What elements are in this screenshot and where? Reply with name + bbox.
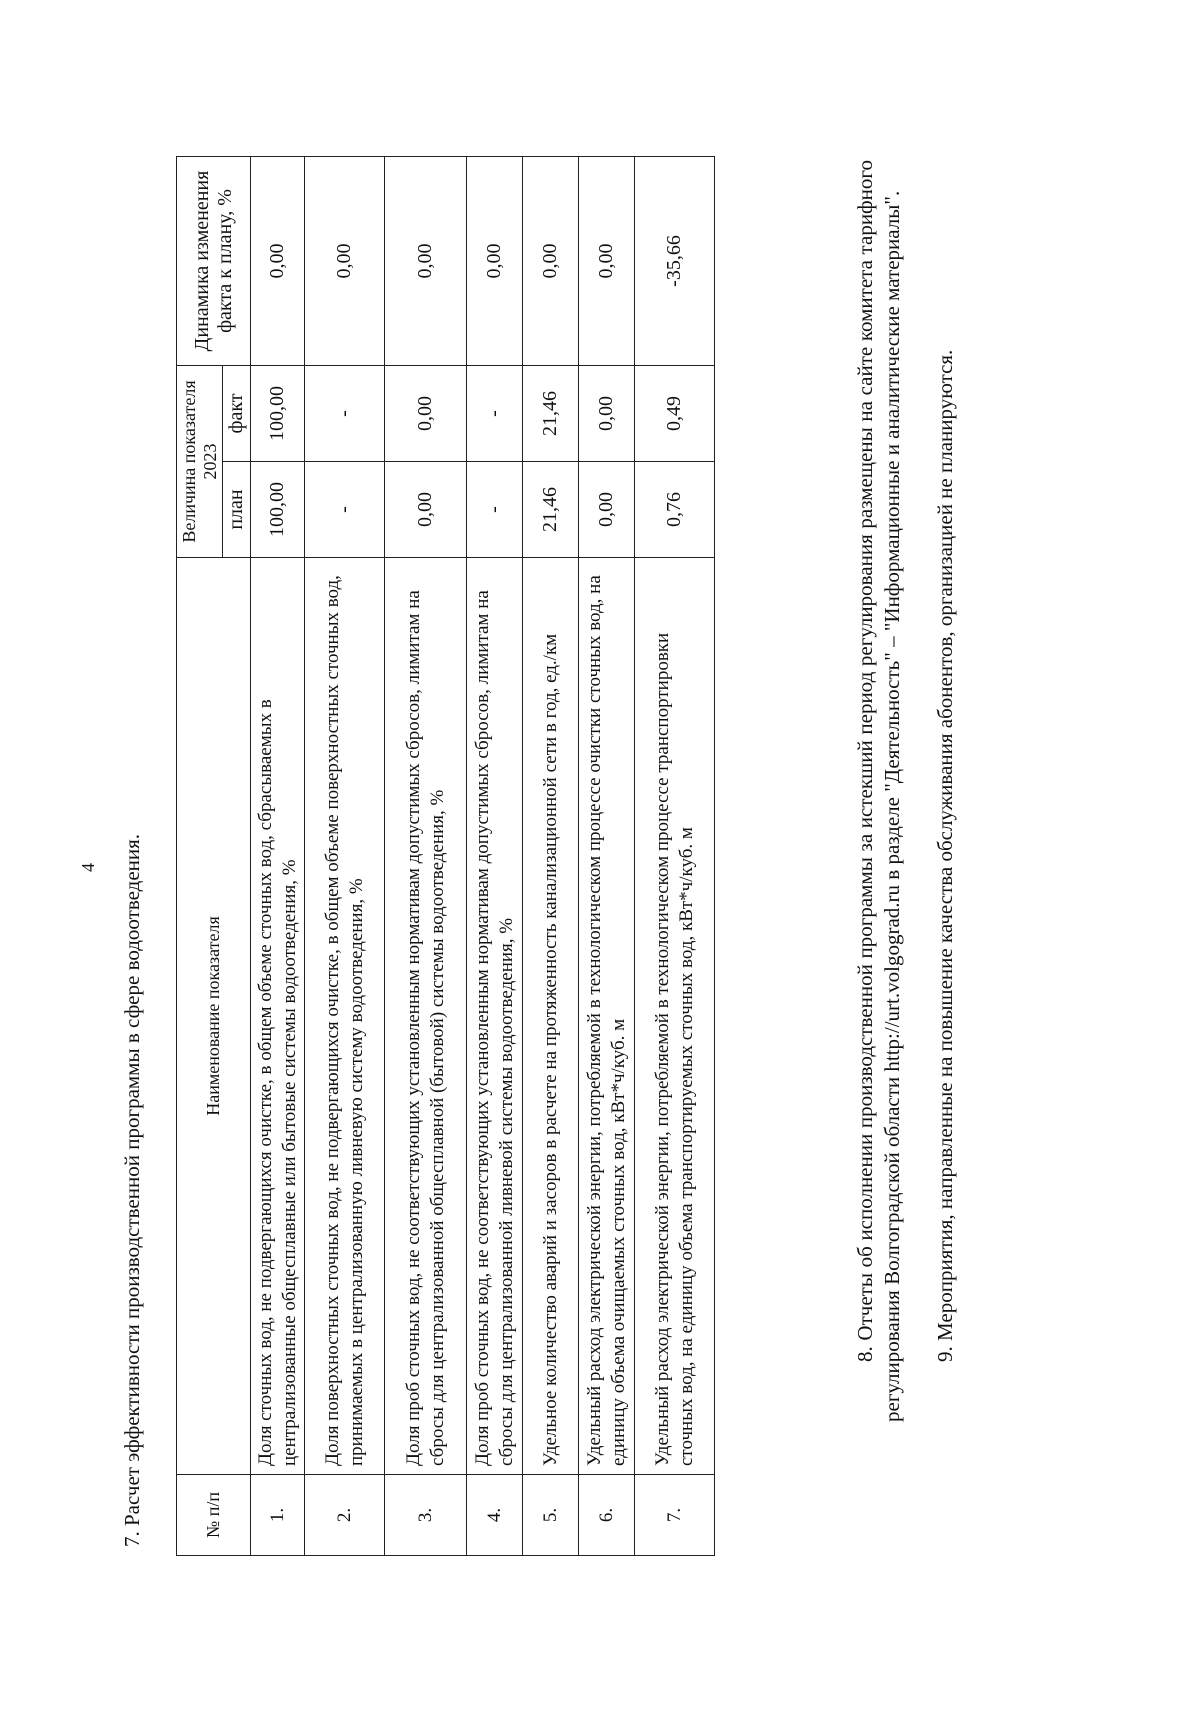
- row-dynamics: 0,00: [305, 157, 385, 366]
- table-row: [579, 157, 635, 1556]
- efficiency-table: [176, 156, 715, 1556]
- header-fact: факт: [223, 366, 251, 462]
- row-name: Удельный расход электрической энергии, потребляемой в технологическом процессе транспортировки сточных вод, на единицу объема транспортируемых сточных вод, кВт*ч/куб. м: [635, 558, 715, 1475]
- row-num: 4.: [467, 1475, 523, 1556]
- row-dynamics: 0,00: [467, 157, 523, 366]
- row-name: Удельный расход электрической энергии, потребляемой в технологическом процессе очистки сточных вод, на единицу объема очищаемых сточных вод, кВт*ч/куб. м: [579, 558, 635, 1475]
- table-row: [305, 157, 385, 1556]
- row-fact: -: [467, 366, 523, 462]
- table-row: [635, 157, 715, 1556]
- row-num: 1.: [251, 1475, 305, 1556]
- row-plan: -: [467, 462, 523, 558]
- row-plan: 0,00: [579, 462, 635, 558]
- header-name: Наименование показателя: [177, 558, 251, 1475]
- row-name: Доля поверхностных сточных вод, не подвергающихся очистке, в общем объеме поверхностных сточных вод, принимаемых в централизованную ливневую систему водоотведения, %: [305, 558, 385, 1475]
- row-dynamics: 0,00: [579, 157, 635, 366]
- header-value-group: Величина показателя 2023: [177, 366, 223, 558]
- row-plan: 21,46: [523, 462, 579, 558]
- table-row: [467, 157, 523, 1556]
- row-plan: 100,00: [251, 462, 305, 558]
- row-num: 6.: [579, 1475, 635, 1556]
- row-plan: 0,76: [635, 462, 715, 558]
- table-row: [523, 157, 579, 1556]
- row-fact: -: [305, 366, 385, 462]
- row-dynamics: 0,00: [523, 157, 579, 366]
- row-plan: 0,00: [385, 462, 467, 558]
- row-name: Доля сточных вод, не подвергающихся очистке, в общем объеме сточных вод, сбрасываемых в централизованные общесплавные или бытовые системы водоотведения, %: [251, 558, 305, 1475]
- page-number: 4: [78, 863, 98, 872]
- section8-paragraph: 8. Отчеты об исполнении производственной программы за истекший период регулирования размещены на сайте комитета тарифного регулирования Волгоградской области http://urt.volgograd.ru в разделе "Деятельность" – "Информационные и аналитические материалы".: [853, 160, 905, 1422]
- row-name: Доля проб сточных вод, не соответствующих установленным нормативам допустимых сбросов, лимитам на сбросы для централизованной общесплавной (бытовой) системы водоотведения, %: [385, 558, 467, 1475]
- table-row: [385, 157, 467, 1556]
- section9-paragraph: 9. Мероприятия, направленные на повышение качества обслуживания абонентов, организацией не планируются.: [933, 349, 957, 1362]
- header-plan: план: [223, 462, 251, 558]
- header-num: № п/п: [177, 1475, 251, 1556]
- row-dynamics: 0,00: [385, 157, 467, 366]
- row-dynamics: 0,00: [251, 157, 305, 366]
- row-fact: 21,46: [523, 366, 579, 462]
- row-name: Доля проб сточных вод, не соответствующих установленным нормативам допустимых сбросов, лимитам на сбросы для централизованной ливневой системы водоотведения, %: [467, 558, 523, 1475]
- row-fact: 0,49: [635, 366, 715, 462]
- header-dynamics: Динамика изменения факта к плану, %: [177, 157, 251, 366]
- row-fact: 0,00: [579, 366, 635, 462]
- table-header-row: [177, 157, 223, 1556]
- row-dynamics: -35,66: [635, 157, 715, 366]
- row-name: Удельное количество аварий и засоров в расчете на протяженность канализационной сети в год, ед./км: [523, 558, 579, 1475]
- table-row: [251, 157, 305, 1556]
- row-plan: -: [305, 462, 385, 558]
- row-num: 7.: [635, 1475, 715, 1556]
- section7-heading: 7. Расчет эффективности производственной программы в сфере водоотведения.: [120, 833, 144, 1547]
- row-num: 3.: [385, 1475, 467, 1556]
- row-num: 5.: [523, 1475, 579, 1556]
- row-num: 2.: [305, 1475, 385, 1556]
- row-fact: 0,00: [385, 366, 467, 462]
- row-fact: 100,00: [251, 366, 305, 462]
